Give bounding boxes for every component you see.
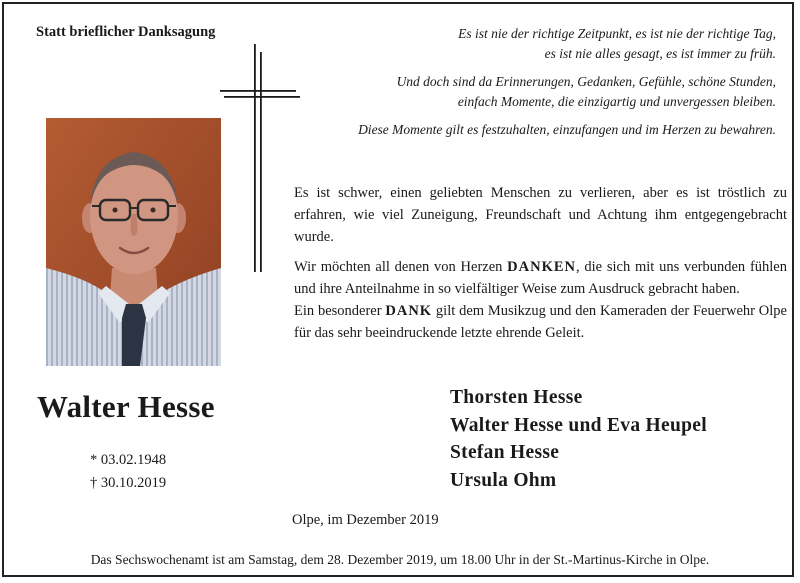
deceased-name: Walter Hesse [37,389,215,424]
danken-emphasis: DANKEN [507,259,577,275]
obituary-card [2,2,794,577]
family-member: Thorsten Hesse [450,387,583,408]
poem-stanza-1 [306,24,776,63]
poem-line: es ist nie alles gesagt, es ist immer zu früh. [544,45,776,61]
message-paragraph-3 [294,300,787,344]
cross-icon [220,44,300,272]
family-signatures [450,384,707,494]
portrait-photo [46,118,221,366]
family-member: Stefan Hesse [450,442,560,463]
message-text-span: , die sich mit uns verbunden fühlen und ihre Anteilnahme in so vielfältiger Weise zum Ausdruck gebracht haben. [294,259,787,297]
poem-line: Es ist nie der richtige Zeitpunkt, es ist nie der richtige Tag, [458,26,776,41]
place-date: Olpe, im Dezember 2019 [292,512,439,528]
poem-line: Und doch sind da Erinnerungen, Gedanken, Gefühle, schöne Stunden, [396,74,776,89]
dank-emphasis: DANK [385,303,433,319]
service-notice: Das Sechswochenamt ist am Samstag, dem 28. Dezember 2019, um 18.00 Uhr in der St.-Martinus-Kirche in Olpe. [90,552,710,567]
message-text-span: Ein besonderer [294,303,386,319]
poem-stanza-3 [306,120,776,140]
message-paragraph-1: Es ist schwer, einen geliebten Menschen zu verlieren, aber es ist tröstlich zu erfahren, wie viel Zuneigung, Freundschaft und Achtung ihm entgegengebracht wurde. [294,185,787,245]
birth-date: * 03.02.1948 [90,452,167,468]
family-member: Walter Hesse und Eva Heupel [450,414,707,436]
portrait-illustration [46,118,221,366]
poem-line: Diese Momente gilt es festzuhalten, einzufangen und im Herzen zu bewahren. [358,122,776,137]
family-member: Ursula Ohm [450,469,557,491]
message-text-span: Wir möchten all denen von Herzen [294,259,508,275]
death-date: † 30.10.2019 [90,475,167,491]
poem-line: einfach Momente, die einzigartig und unvergessen bleiben. [457,93,776,109]
message-paragraph-2 [294,256,787,300]
message-text [294,182,787,344]
heading: Statt brieflicher Danksagung [36,24,216,40]
poem [306,24,776,149]
message-text-span: gilt dem Musikzug und den Kameraden der Feuerwehr Olpe für das sehr beeindruckende letzte ehrende Geleit. [294,303,787,341]
poem-stanza-2 [306,72,776,111]
life-dates [90,449,166,495]
